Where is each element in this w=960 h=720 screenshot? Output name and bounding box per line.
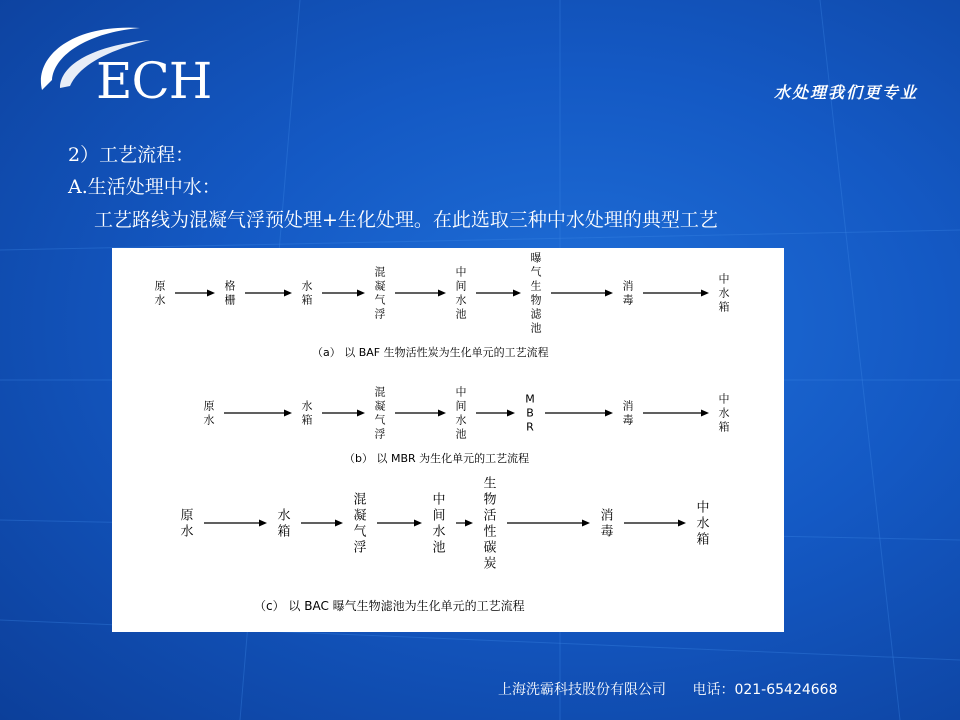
arrow-head-icon (605, 410, 613, 417)
flowchart-3 (180, 475, 709, 613)
flow-step: 水箱 (277, 508, 291, 540)
flow-step: 中水箱 (718, 392, 730, 434)
flowchart-caption: （c） 以 BAC 曝气生物滤池为生化单元的工艺流程 (254, 599, 525, 613)
section-subheading: A.生活处理中水： (68, 176, 221, 198)
arrow-head-icon (582, 520, 590, 527)
arrow-head-icon (605, 290, 613, 297)
flow-step: 原水 (203, 399, 215, 427)
flow-step: 消毒 (622, 279, 634, 307)
flow-step: 混凝气浮 (374, 265, 386, 321)
arrow-head-icon (335, 520, 343, 527)
flowchart-caption: （a） 以 BAF 生物活性炭为生化单元的工艺流程 (312, 346, 549, 359)
arrow-head-icon (284, 290, 292, 297)
arrow-head-icon (678, 520, 686, 527)
slogan: 水处理我们更专业 (773, 83, 918, 102)
footer (498, 679, 837, 699)
footer-phone: 电话：021-65424668 (692, 682, 838, 698)
footer-company: 上海洗霸科技股份有限公司 (498, 682, 666, 698)
flow-step: 中间水池 (455, 385, 467, 441)
flowchart-1 (155, 252, 730, 359)
company-logo (30, 18, 212, 110)
arrow-head-icon (701, 290, 709, 297)
logo-text: ECH (96, 52, 212, 110)
arrow-head-icon (414, 520, 422, 527)
arrow-head-icon (438, 290, 446, 297)
flow-step: 水箱 (301, 399, 313, 427)
arrow-head-icon (507, 410, 515, 417)
flow-step: 混凝气浮 (353, 492, 367, 556)
flow-step: 消毒 (600, 508, 614, 540)
flow-step: 中水箱 (718, 272, 730, 314)
flow-step: 原水 (154, 279, 166, 307)
flow-step: M B R (525, 392, 535, 434)
flow-step: 中间水池 (432, 492, 446, 556)
flow-step: 中水箱 (696, 500, 710, 548)
arrow-head-icon (284, 410, 292, 417)
process-flow-figure (112, 248, 784, 632)
flow-step: 曝气生物滤池 (530, 251, 542, 335)
flow-diagrams (112, 248, 784, 632)
flowchart-2 (204, 385, 730, 465)
flowchart-caption: （b） 以 MBR 为生化单元的工艺流程 (344, 452, 530, 465)
flow-step: 格栅 (224, 279, 236, 307)
arrow-head-icon (207, 290, 215, 297)
arrow-head-icon (701, 410, 709, 417)
arrow-head-icon (438, 410, 446, 417)
flow-step: 生物活性碳炭 (483, 476, 497, 572)
section-heading: 2）工艺流程： (68, 144, 195, 166)
flow-step: 中间水池 (455, 265, 467, 321)
arrow-head-icon (259, 520, 267, 527)
section-description: 工艺路线为混凝气浮预处理+生化处理。在此选取三种中水处理的典型工艺 (94, 209, 718, 231)
arrow-head-icon (357, 410, 365, 417)
flow-step: 混凝气浮 (374, 385, 386, 441)
flow-step: 水箱 (301, 279, 313, 307)
arrow-head-icon (513, 290, 521, 297)
flow-step: 原水 (180, 508, 194, 540)
arrow-head-icon (465, 520, 473, 527)
flow-step: 消毒 (622, 399, 634, 427)
arrow-head-icon (357, 290, 365, 297)
